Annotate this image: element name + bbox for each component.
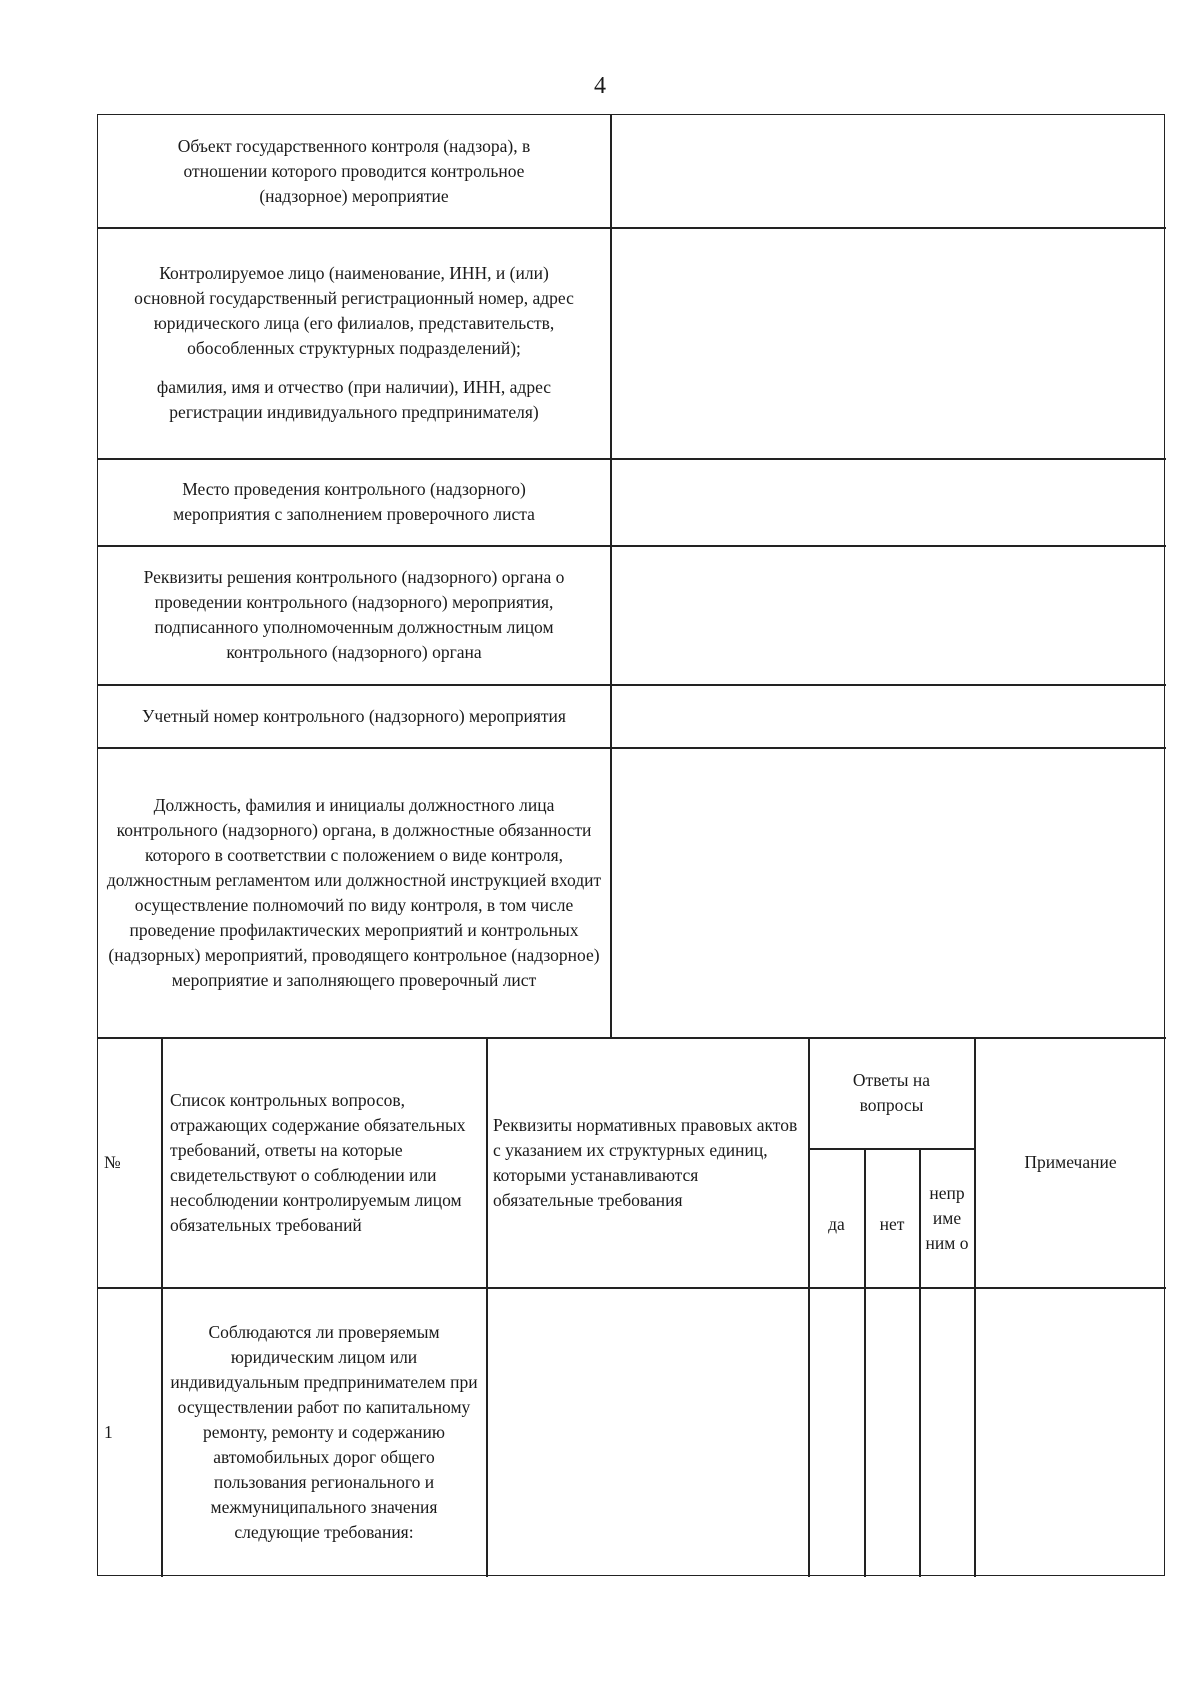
header-answers: Ответы на вопросы: [852, 1070, 931, 1115]
header-number: №: [104, 1152, 121, 1172]
info-value-official[interactable]: [611, 748, 1166, 1037]
header-note: Примечание: [1024, 1152, 1117, 1172]
info-value-decision[interactable]: [611, 546, 1166, 684]
row-answer-no[interactable]: [865, 1288, 919, 1577]
info-label-registration-number: Учетный номер контрольного (надзорного) мероприятия: [142, 705, 566, 726]
info-value-location[interactable]: [611, 459, 1166, 545]
header-answer-no: нет: [879, 1213, 905, 1234]
page-number: 4: [594, 73, 606, 99]
row-legal-acts[interactable]: [487, 1288, 808, 1577]
header-answer-yes: да: [828, 1213, 845, 1234]
info-label-official: Должность, фамилия и инициалы должностного лица контрольного (надзорного) органа, в должностные обязанности которого в соответствии с положением о виде контроля, должностным регламентом или должностной инструкцией входит осуществление полномочий по виду контроля, в том числе проведение профилактических мероприятий и контрольных (надзорных) мероприятий, проводящего контрольное (надзорное) мероприятие и заполняющего проверочный лист: [106, 794, 602, 990]
row-number: 1: [104, 1422, 113, 1442]
info-label-object: Объект государственного контроля (надзора), в отношении которого проводится контрольное (надзорное) мероприятие: [177, 135, 531, 206]
info-value-controlled-person[interactable]: [611, 228, 1166, 458]
row-answer-not-applicable[interactable]: [920, 1288, 974, 1577]
info-label-controlled-person: Контролируемое лицо (наименование, ИНН, и (или) основной государственный регистрационный номер, адрес юридического лица (его филиалов, представительств, обособленных структурных подразделений); фамилия, имя и отчество (при наличии), ИНН, адрес регистрации индивидуального предпринимателя): [134, 263, 574, 422]
header-answer-not-applicable: непр име ним о: [925, 1182, 969, 1253]
checklist-table: [97, 114, 1165, 1576]
info-label-decision: Реквизиты решения контрольного (надзорного) органа о проведении контрольного (надзорного) мероприятия, подписанного уполномоченным должностным лицом контрольного (надзорного) органа: [143, 567, 565, 662]
info-label-location: Место проведения контрольного (надзорного) мероприятия с заполнением проверочного листа: [173, 479, 535, 524]
row-note[interactable]: [975, 1288, 1166, 1577]
header-questions: Список контрольных вопросов, отражающих содержание обязательных требований, ответы на которые свидетельствуют о соблюдении или несоблюдении контролируемым лицом обязательных требований: [170, 1089, 466, 1235]
row-question: Соблюдаются ли проверяемым юридическим лицом или индивидуальным предпринимателем при осуществлении работ по капитальному ремонту, ремонту и содержанию автомобильных дорог общего пользования регионального и межмуниципального значения следующие требования:: [170, 1322, 478, 1542]
header-legal-acts: Реквизиты нормативных правовых актов с указанием их структурных единиц, которыми устанавливаются обязательные требования: [493, 1114, 798, 1210]
info-value-registration-number[interactable]: [611, 685, 1166, 747]
row-answer-yes[interactable]: [809, 1288, 864, 1577]
info-value-object[interactable]: [611, 115, 1166, 227]
